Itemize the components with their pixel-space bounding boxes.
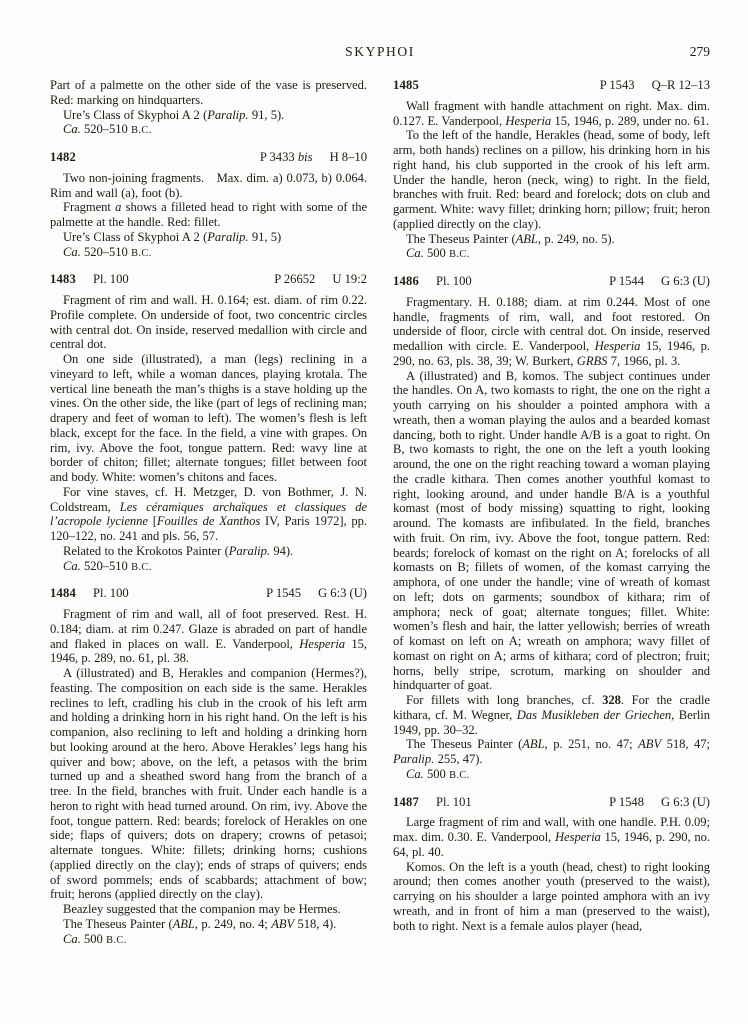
text-segment: B.C. <box>449 249 470 261</box>
text-segment: IV, Paris 1972], pp. 120–122, no. 241 and pls. 56, 57. <box>50 514 367 543</box>
entry-1483 <box>50 272 367 575</box>
paragraph <box>393 232 710 247</box>
text-segment: On one side (illustrated), a man (legs) reclining in a vineyard to left, while a woman dances, playing krotala. The vertical line beneath the man’s thighs is a stave holding up the vines. On the other side, the like (part of legs of reclining man; drapery and feet of woman to left). The women’s flesh is left black, except for the face. In the field, a vine with grapes. On rim, ivy. Above the foot, tongue pattern. Red: wavy line at border of chiton; fillet; alternate tongues; fillet between foot and body. White: women’s chitons and faces. <box>50 352 367 484</box>
paragraph <box>50 607 367 666</box>
paragraph <box>393 128 710 231</box>
paragraph <box>50 352 367 485</box>
paragraph <box>393 369 710 694</box>
text-segment: 15, 1946, p. 290, no. 64, pl. 40. <box>393 830 710 859</box>
text-segment: For fillets with long branches, cf. <box>406 693 603 707</box>
text-segment: a <box>115 200 122 215</box>
entry-grid-reference: U 19:2 <box>332 272 367 287</box>
paragraph <box>50 559 367 576</box>
paragraph <box>50 245 367 262</box>
text-segment: 520–510 <box>80 244 132 259</box>
running-head-title: SKYPHOI <box>345 44 415 59</box>
text-segment: 94). <box>269 543 294 558</box>
text-segment: 518, 4). <box>294 916 337 931</box>
text-segment: Ure’s Class of Skyphoi A 2 ( <box>63 229 208 244</box>
continued-entry-text <box>50 78 367 139</box>
paragraph <box>50 485 367 544</box>
text-segment: Ca. <box>63 122 81 137</box>
text-segment: Ca. <box>406 246 424 261</box>
entry-inventory-number <box>609 274 644 289</box>
text-segment: 15, 1946, p. 289, under no. 61. <box>551 113 710 128</box>
text-segment: shows a filleted head to right with some of the palmette at the handle. Red: fillet. <box>50 200 367 229</box>
entry-plate-ref: Pl. 100 <box>93 586 129 601</box>
text-segment: GRBS <box>576 353 608 368</box>
text-segment: Beazley suggested that the companion may be Hermes. <box>63 902 341 916</box>
page-number: 279 <box>689 44 710 59</box>
paragraph <box>50 200 367 230</box>
entry-number: 1483 <box>50 272 76 287</box>
paragraph <box>393 295 710 369</box>
text-segment: Paralip. <box>207 107 249 122</box>
text-segment: ABV <box>271 916 295 931</box>
text-segment: For vine staves, cf. H. Metzger, D. von Bothmer, J. N. Coldstream, <box>50 484 367 514</box>
text-segment: Ca. <box>63 558 81 573</box>
text-segment: To the left of the handle, Herakles (head, some of body, left arm, both hands) reclines on a pillow, his drinking horn in his right hand, his club supported in the crook of his left arm. Under the handle, heron (neck, wing) to right. In the field, branches with fruit. Red: beard and forelock; dots on club and garment. White: wavy fillet; drinking horn; pillow; fruit; heron (applied directly on the clay). <box>393 128 710 231</box>
text-segment: 91, 5) <box>248 229 282 244</box>
text-segment: P 1545 <box>266 586 302 601</box>
paragraph <box>393 246 710 263</box>
text-segment: , p. 249, no. 5). <box>537 231 615 246</box>
text-segment: 91, 5). <box>248 107 285 122</box>
text-segment: B.C. <box>131 561 152 573</box>
entry-inventory-number <box>260 150 313 165</box>
paragraph <box>50 932 367 949</box>
paragraph <box>393 767 710 784</box>
paragraph <box>393 815 710 859</box>
paragraph <box>50 544 367 559</box>
text-segment: 15, 1946, p. 289, no. 61, pl. 38. <box>50 636 367 666</box>
text-segment: The Theseus Painter ( <box>406 231 516 246</box>
text-segment: 500 <box>423 246 450 261</box>
text-segment: 328 <box>602 693 621 707</box>
entry-grid-reference: G 6:3 (U) <box>661 794 710 809</box>
column-right <box>393 78 710 1024</box>
text-segment: The Theseus Painter ( <box>63 916 173 931</box>
entry-1485 <box>393 78 710 263</box>
entry-1484 <box>50 586 367 948</box>
text-segment: 255, 47). <box>434 752 483 766</box>
text-columns <box>50 78 710 1024</box>
text-segment: , p. 249, no. 4; <box>194 916 272 931</box>
entry-1487 <box>393 795 710 934</box>
entry-number: 1486 <box>393 274 419 288</box>
text-segment: . For the cradle kithara, cf. M. Wegner, <box>393 693 710 722</box>
text-segment: Related to the Krokotos Painter ( <box>63 543 229 558</box>
text-segment: P 3433 <box>259 150 298 164</box>
text-segment: The Theseus Painter ( <box>406 737 523 752</box>
text-segment: Fragment of rim and wall, all of foot preserved. Rest. H. 0.184; diam. at rim 0.247. Glaze is abraded on part of handle and flaked in places on wall. E. Vanderpool, <box>50 607 367 651</box>
paragraph <box>393 860 710 934</box>
entry-1486 <box>393 274 710 784</box>
entry-number: 1485 <box>393 78 419 92</box>
text-segment: 520–510 <box>80 558 132 573</box>
paragraph <box>50 917 367 932</box>
paragraph <box>50 171 367 201</box>
entry-inventory-number <box>609 795 644 810</box>
entry-grid-reference: Q–R 12–13 <box>651 78 710 92</box>
text-segment: A (illustrated) and B, Herakles and companion (Hermes?), feasting. The composition on each side is the same. Herakles reclines to left, cradling his club in the crook of his left arm and holding a drinking horn in his right hand. On the left is his companion, also reclining to left and holding a drinking horn but looking around at the hero. Above Herakles’ legs hang his quiver and bow; above, on the left, a petasos with the brim turned up and a sheathed sword hang from the branch of a tree. In the field, branches with fruit. Under each handle is a heron to right with head turned around. On rim, ivy. Above the foot, tongue pattern. Red: beards; forelock of Herakles on one side; flaps of quivers; dots on drapery; crowns of petasoi; alternate tongues. White: fillets; drinking horns; cushions (applied directly on the clay); ends of straps of quivers; ends of sword pommels; ends of scabbards; attachment of bow; fruit; herons (applied directly on the clay). <box>50 666 367 902</box>
text-segment: [ <box>147 514 157 529</box>
text-segment: 500 <box>80 931 107 946</box>
entry-plate-ref: Pl. 100 <box>436 274 472 288</box>
text-segment: 500 <box>423 766 450 781</box>
entry-header <box>393 78 710 93</box>
text-segment: P 1548 <box>609 794 645 809</box>
entry-grid-reference: H 8–10 <box>329 150 367 164</box>
text-segment: Das Musikleben der Griechen <box>516 707 672 722</box>
text-segment: bis <box>297 150 313 164</box>
text-segment: Hesperia <box>594 339 641 353</box>
text-segment: , Berlin 1949, pp. 30–32. <box>393 707 710 737</box>
text-segment: 520–510 <box>80 122 132 137</box>
text-segment: Les céramiques archaïques et classiques de l’acropole lycienne <box>50 499 367 529</box>
text-segment: Ca. <box>63 931 81 946</box>
text-segment: P 26652 <box>274 272 316 287</box>
text-segment: , p. 251, no. 47; <box>544 737 639 752</box>
text-segment: Fragment of rim and wall. H. 0.164; est. diam. of rim 0.22. Profile complete. On underside of foot, two concentric circles with central dot. On inside, reserved medallion with circle and central dot. <box>50 293 367 352</box>
paragraph <box>50 108 367 123</box>
text-segment: ABL <box>172 916 195 931</box>
text-segment: ABL <box>515 231 538 246</box>
entry-header <box>393 795 710 810</box>
entry-header <box>50 150 367 165</box>
running-head <box>50 44 710 62</box>
text-segment: Fragment <box>63 200 116 215</box>
entry-plate-ref: Pl. 101 <box>436 794 472 809</box>
text-segment: Hesperia <box>299 636 346 651</box>
text-segment: 518, 47; <box>661 737 710 752</box>
text-segment: Hesperia <box>555 830 601 844</box>
entry-plate-ref: Pl. 100 <box>93 272 129 287</box>
text-segment: 15, 1946, p. 290, no. 63, pls. 38, 39; W. Burkert, <box>393 339 711 368</box>
text-segment: Ca. <box>63 244 81 259</box>
paragraph <box>393 693 710 737</box>
paragraph <box>50 293 367 352</box>
entry-number: 1487 <box>393 794 419 809</box>
paragraph <box>50 666 367 902</box>
entry-number: 1484 <box>50 586 76 601</box>
paragraph <box>50 78 367 108</box>
text-segment: B.C. <box>106 934 127 946</box>
text-segment: Wall fragment with handle attachment on right. Max. dim. 0.127. E. Vanderpool, <box>393 98 710 128</box>
text-segment: Fouilles de Xanthos <box>156 514 261 529</box>
text-segment: Fragmentary. H. 0.188; diam. at rim 0.244. Most of one handle, fragments of rim, wall, and foot restored. On underside of floor, circle with central dot. On inside, reserved medallion with circle. E. Vanderpool, <box>393 294 710 353</box>
text-segment: Two non-joining fragments. Max. dim. a) 0.073, b) 0.064. Rim and wall (a), foot (b). <box>50 170 367 200</box>
text-segment: ABL <box>522 737 545 752</box>
entry-inventory-number <box>274 272 315 287</box>
entry-inventory-number <box>600 78 635 93</box>
text-segment: Part of a palmette on the other side of the vase is preserved. Red: marking on hindquarters. <box>50 78 367 107</box>
text-segment: B.C. <box>131 125 152 137</box>
text-segment: P 1543 <box>599 78 635 92</box>
entry-grid-reference: G 6:3 (U) <box>661 274 710 288</box>
text-segment: Large fragment of rim and wall, with one handle. P.H. 0.09; max. dim. 0.30. E. Vanderpool, <box>393 815 710 844</box>
entry-header <box>393 274 710 289</box>
paragraph <box>393 737 710 767</box>
text-segment: Paralip. <box>228 543 270 558</box>
paragraph <box>393 99 710 129</box>
entry-header <box>50 586 367 601</box>
text-segment: Komos. On the left is a youth (head, chest) to right looking around; then comes another youth (preserved to the waist), carrying on his shoulder a large pointed amphora with an ivy wreath, and in front of him a man (preserved to the waist), both to right. Next is a female aulos player (head, <box>393 859 710 933</box>
entry-number: 1482 <box>50 150 76 164</box>
paragraph <box>50 902 367 917</box>
column-left <box>50 78 367 1024</box>
text-segment: Hesperia <box>505 113 552 128</box>
text-segment: 7, 1966, pl. 3. <box>607 353 681 368</box>
entry-inventory-number <box>266 586 301 601</box>
text-segment: P 1544 <box>609 274 645 288</box>
text-segment: Paralip. <box>207 229 249 244</box>
text-segment: A (illustrated) and B, komos. The subject continues under the handles. On A, two komasts to right, the one on the right a youth carrying on his shoulder a pointed amphora with a wreath, then a woman playing the aulos and a bearded komast dancing, both to right. Under handle A/B is a goat to right. On B, two komasts to right, the one on the left a youth looking around, the one on the right reaching toward a woman playing the cradle kithara. Then comes another youthful komast to right, looking around, and under handle B/A is a youthful komast (most of body missing) squatting to right, looking around. The komasts are infibulated. In the field, branches with fruit. On rim, ivy. Above the foot, tongue pattern. Red: beards; forelock of komast on the right on A; forelocks of all komasts on B; fillets of women, of the komast carrying the amphora, of one under the handle; vine of wreath of komast on left; dots on garments; soundbox of kithara; rim of amphora; neck of goat; alternate tongues; fillet. White: women’s flesh and hair, the latter yellowish; berries of wreath of komast on left on A; wreath on amphora; wavy fillet of komast on right on A; arms of kithara; cord of plectron; fruit; horns, belly stripe, scrotum, marking on shoulder and hindquarter of goat. <box>393 368 710 693</box>
text-segment: B.C. <box>131 247 152 259</box>
text-segment: B.C. <box>449 769 470 781</box>
entry-header <box>50 272 367 287</box>
entry-grid-reference: G 6:3 (U) <box>318 586 367 601</box>
paragraph <box>50 230 367 245</box>
text-segment: Ure’s Class of Skyphoi A 2 ( <box>63 107 208 122</box>
text-segment: Paralip. <box>393 752 435 766</box>
entry-1482 <box>50 150 367 261</box>
paragraph <box>50 122 367 139</box>
text-segment: ABV <box>638 737 662 752</box>
text-segment: Ca. <box>406 766 424 781</box>
